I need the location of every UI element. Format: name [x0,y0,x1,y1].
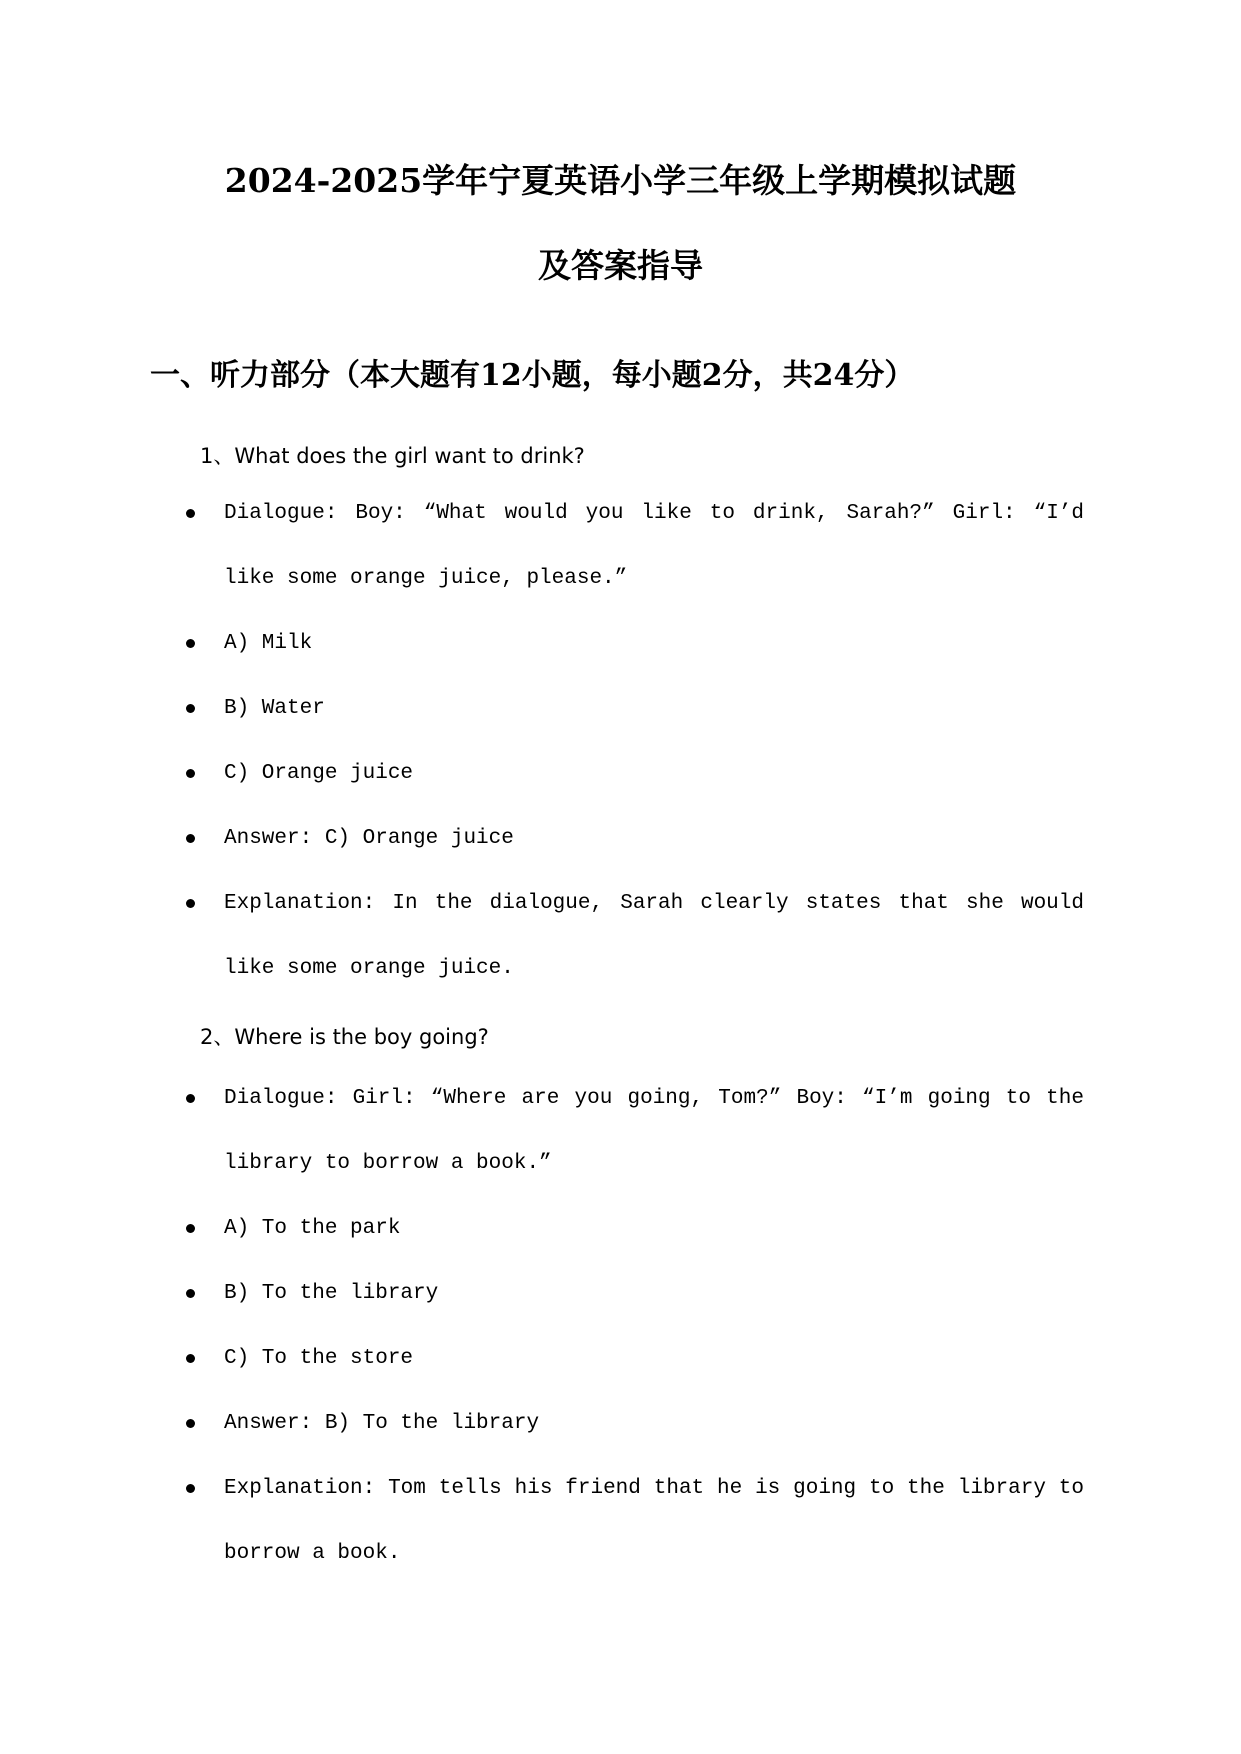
bullet-icon [184,676,194,741]
list-item [184,1391,1084,1456]
bullet-icon [184,1326,194,1391]
explanation-text: Explanation: In the dialogue, Sarah clearly states that she would like some orange juice. [224,892,1084,980]
list-item [184,676,1084,741]
option-text: A) Milk [224,632,313,655]
list-item [184,871,1084,1001]
list-item [184,1066,1084,1196]
bullet-icon [184,871,194,936]
question-prompt: 2、Where is the boy going? [200,1025,489,1049]
document-title-line1: 2024-2025学年宁夏英语小学三年级上学期模拟试题 [224,161,1017,200]
bullet-icon [184,1196,194,1261]
option-text: B) To the library [224,1282,439,1305]
list-item [184,741,1084,806]
option-text: A) To the park [224,1217,401,1240]
list-item [184,1196,1084,1261]
section-heading: 一、听力部分（本大题有12小题，每小题2分，共24分） [150,358,915,393]
dialogue-text: Dialogue: Boy: “What would you like to drink, Sarah?” Girl: “I’d like some orange juice, please.” [224,502,1084,590]
bullet-icon [184,1456,194,1521]
option-text: C) To the store [224,1347,414,1370]
option-text: C) Orange juice [224,762,414,785]
answer-text: Answer: C) Orange juice [224,827,514,850]
bullet-icon [184,611,194,676]
explanation-text: Explanation: Tom tells his friend that he is going to the library to borrow a book. [224,1477,1084,1565]
bullet-icon [184,741,194,806]
bullet-icon [184,481,194,546]
bullet-icon [184,1066,194,1131]
bullet-icon [184,1261,194,1326]
list-item [184,1326,1084,1391]
list-item [184,1456,1084,1586]
bullet-icon [184,806,194,871]
list-item [184,611,1084,676]
list-item [184,481,1084,611]
document-title-line2: 及答案指导 [538,246,703,285]
option-text: B) Water [224,697,325,720]
dialogue-text: Dialogue: Girl: “Where are you going, Tom?” Boy: “I’m going to the library to borrow a book.” [224,1087,1084,1175]
list-item [184,1261,1084,1326]
list-item [184,806,1084,871]
answer-text: Answer: B) To the library [224,1412,540,1435]
question-prompt: 1、What does the girl want to drink? [200,444,585,468]
bullet-icon [184,1391,194,1456]
